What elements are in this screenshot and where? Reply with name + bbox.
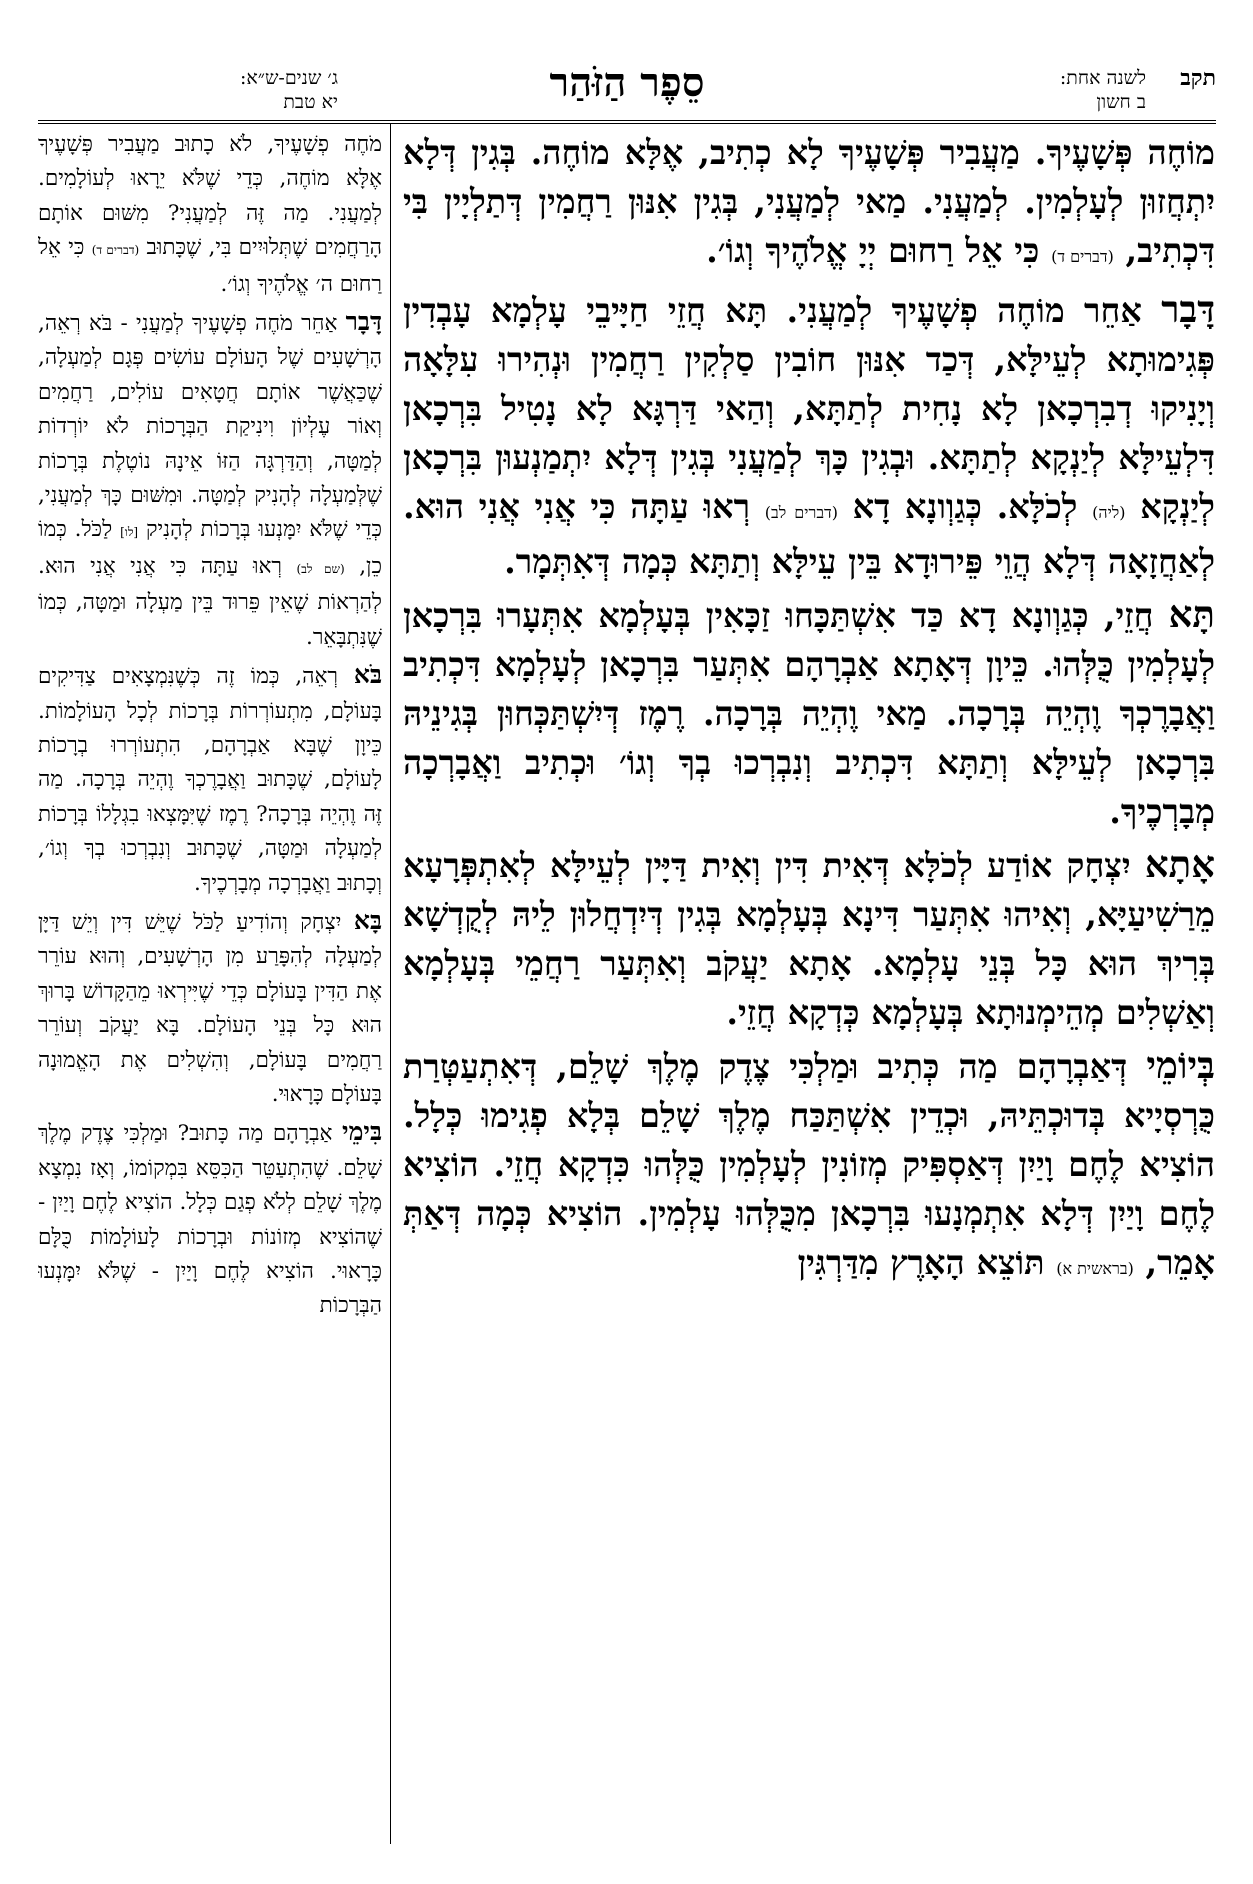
hebrew-citation: (שם לב)	[296, 561, 345, 576]
header-rule	[38, 120, 1216, 121]
aramaic-citation: (בראשית א)	[1056, 1259, 1134, 1278]
aramaic-opening-word: דָּבָר	[1161, 287, 1215, 331]
alt-schedule-label: ג׳ שנים-ש״א:	[239, 67, 338, 89]
aramaic-paragraph	[403, 840, 1215, 1037]
aramaic-paragraph	[403, 1041, 1215, 1293]
hebrew-opening-word: בִּימֵי	[342, 1117, 382, 1147]
aramaic-text: רְאוּ עַתָּה כִּי אֲנִי אֲנִי הוּא. לְאַחֲזָאָה דְּלָא הֲוֵי פֵּירוּדָא בֵּין עֵילָּא וְתַתָּא כְּמָה דְּאִתְּמָר.	[403, 487, 1215, 581]
hebrew-text: אַבְרָהָם מַה כָּתוּב? וּמַלְכִּי צֶדֶק מֶלֶךְ שָׁלֵם. שֶׁהִתְעַטֵּר הַכִּסֵּא בִּמְקוֹמוֹ, וְאָז נִמְצָא מֶלֶךְ שָׁלֵם לְלֹא פְגַם כְּלָל. הוֹצִיא לֶחֶם וָיַיִן - שֶׁהוֹצִיא מְזוֹנוֹת וּבְרָכוֹת לָעוֹלָמוֹת כֻּלָּם כָּרָאוּי. הוֹצִיא לֶחֶם וָיַיִן - שֶׁלֹּא יִמָּנְעוּ הַבְּרָכוֹת	[38, 1121, 382, 1319]
aramaic-paragraph	[403, 590, 1215, 836]
aramaic-text-column	[403, 128, 1215, 1848]
aramaic-paragraph	[403, 285, 1215, 586]
hebrew-opening-word: בָּא	[353, 905, 382, 935]
aramaic-text: תּוֹצֵא הָאָרֶץ מִדַּרְגִּין	[797, 1243, 1045, 1282]
page-header	[38, 58, 1216, 120]
hebrew-paragraph	[38, 1115, 382, 1323]
hebrew-text: כִּי אֵל רַחוּם ה׳ אֱלֹהֶיךָ וְגוֹ׳.	[38, 235, 382, 297]
hebrew-translation-column	[38, 128, 382, 1848]
hebrew-opening-word: דָּבָר	[345, 307, 382, 337]
hebrew-text: מֹחֶה פְשָׁעֶיךָ, לֹא כָתוּב מַעֲבִיר פְּשָׁעֶיךָ אֶלָּא מוֹחֶה, כְּדֵי שֶׁלֹּא יֵרָאוּ לְעוֹלָמִים. לְמַעֲנִי. מַה זֶּה לְמַעֲנִי? מִשּׁוּם אוֹתָם הָרַחֲמִים שֶׁתְּלוּיִים בִּי, שֶׁכָּתוּב	[38, 132, 382, 261]
column-divider	[390, 124, 391, 1844]
hebrew-citation: [לו]	[120, 525, 139, 540]
aramaic-citation: (דברים לב)	[764, 503, 838, 522]
aramaic-opening-word: תָּא	[1168, 592, 1215, 636]
aramaic-text: דְּאַבְרָהָם מַה כְּתִיב וּמַלְכִּי צֶדֶק מֶלֶךְ שָׁלֵם, דְּאִתְעַטְּרַת כֻּרְסְיָיא בְּדוּכְתֵּיהּ, וּכְדֵין אִשְׁתַּכַּח מֶלֶךְ שָׁלֵם בְּלָא פְגִימוּ כְּלָל. הוֹצִיא לֶחֶם וָיַיִן דְּאַסְפִּיק מְזוֹנִין לְעָלְמִין כֻּלְּהוּ כִּדְקָא חֲזֵי. הוֹצִיא לֶחֶם וָיַיִן דְּלָא אִתְמְנָעוּ בִּרְכָאן מִכֻּלְּהוּ עָלְמִין. הוֹצִיא כְּמָה דְּאַתְּ אָמֵר,	[403, 1047, 1215, 1282]
aramaic-text: אַחֵר מוֹחֶה פְשָׁעֶיךָ לְמַעֲנִי. תָּא חֲזֵי חַיָּיבֵי עָלְמָא עָבְדִין פְּגִימוּתָא לְעֵילָּא, דְּכַד אִנּוּן חוֹבִין סַלְקִין רַחֲמִין וּנְהִירוּ עִלָּאָה וְיָנִיקוּ דְבִרְכָאן לָא נָחִית לְתַתָּא, וְהַאי דַּרְגָּא לָא נָטִיל בִּרְכָאן דִּלְעֵילָּא לְיַנְקָא לְתַתָּא. וּבְגִין כָּךְ לְמַעֲנִי בְּגִין דְּלָא יִתְמַנְעוּן בִּרְכָאן לְיַנְקָא	[403, 291, 1215, 526]
hebrew-paragraph	[38, 658, 382, 901]
hebrew-paragraph	[38, 305, 382, 655]
hebrew-paragraph	[38, 128, 382, 302]
hebrew-text: אַחֵר מֹחֶה פְשָׁעֶיךָ לְמַעֲנִי - בֹּא רְאֵה, הָרְשָׁעִים שֶׁל הָעוֹלָם עוֹשִׂים פְּגָם לְמַעְלָה, שֶׁכַּאֲשֶׁר אוֹתָם חֲטָאִים עוֹלִים, רַחֲמִים וְאוֹר עֶלְיוֹן וִינִיקַת הַבְּרָכוֹת לֹא יוֹרְדוֹת לְמַטָּה, וְהַדַּרְגָּה הַזּוֹ אֵינָהּ נוֹטֶלֶת בְּרָכוֹת שֶׁלְּמַעְלָה לְהָנִיק לְמַטָּה. וּמִשּׁוּם כָּךְ לְמַעֲנִי, כְּדֵי שֶׁלֹּא יִמָּנְעוּ בְּרָכוֹת לְהָנִיק	[38, 311, 382, 543]
hebrew-date: ב חשון	[1096, 91, 1146, 113]
hebrew-text: יִצְחָק וְהוֹדִיעַ לַכֹּל שֶׁיֵּשׁ דִּין וְיֵשׁ דַּיָּן לְמַעְלָה לְהִפָּרַע מִן הָרְשָׁעִים, וְהוּא עוֹרֵר אֶת הַדִּין בָּעוֹלָם כְּדֵי שֶׁיִּירְאוּ מֵהַקָּדוֹשׁ בָּרוּךְ הוּא כָּל בְּנֵי הָעוֹלָם. בָּא יַעֲקֹב וְעוֹרֵר רַחֲמִים בָּעוֹלָם, וְהִשְׁלִים אֶת הָאֱמוּנָה בָּעוֹלָם כָּרָאוּי.	[38, 909, 382, 1107]
schedule-label: לשנה אחת:	[1059, 67, 1146, 89]
hebrew-text: רְאוּ עַתָּה כִּי אֲנִי אֲנִי הוּא. לְהַרְאוֹת שֶׁאֵין פֵּרוּד בֵּין מַעְלָה וּמַטָּה, כְּמוֹ שֶׁנִּתְבָּאֵר.	[38, 553, 382, 650]
aramaic-text: יִצְחָק אוֹדַע לְכֹלָּא דְּאִית דִּין וְאִית דַּיָּין לְעֵילָּא לְאִתְפְּרָעָא מֵרַשִׁיעַיָּא, וְאִיהוּ אִתְּעַר דִּינָא בְּעָלְמָא בְּגִין דְּיִדְחֲלוּן לֵיהּ לְקֻדְשָׁא בְּרִיךְ הוּא כָּל בְּנֵי עָלְמָא. אָתָא יַעֲקֹב וְאִתְּעַר רַחֲמֵי בְּעָלְמָא וְאַשְׁלִים מְהֵימְנוּתָא בְּעָלְמָא כְּדְקָא חֲזֵי.	[403, 846, 1215, 1032]
aramaic-text: מוֹחֶה פְּשָׁעֶיךָ. מַעֲבִיר פְּשָׁעֶיךָ לָא כְתִיב, אֶלָּא מוֹחֶה. בְּגִין דְּלָא יִתְחֲזוּן לְעָלְמִין. לְמַעֲנִי. מַאי לְמַעֲנִי, בְּגִין אִנּוּן רַחֲמִין דְּתַלְיָין בִּי דִּכְתִיב,	[403, 133, 1215, 270]
header-rule-double	[38, 123, 1216, 124]
hebrew-paragraph	[38, 904, 382, 1112]
alt-date: יא טבת	[283, 91, 338, 113]
aramaic-opening-word: אָתָא	[1144, 842, 1215, 886]
hebrew-opening-word: בֹּא	[353, 660, 382, 690]
aramaic-paragraph	[403, 128, 1215, 281]
page-number: תקב	[1180, 65, 1216, 91]
aramaic-citation: (ליה)	[1092, 503, 1126, 522]
aramaic-text: לְכֹלָּא. כְּגַוְונָא דָא	[852, 487, 1078, 526]
book-title: סֵפֶר הַזֹּהַר	[549, 59, 705, 106]
hebrew-text: לַכֹּל. כְּמוֹ כֵן,	[38, 517, 382, 579]
header-left	[38, 66, 338, 114]
aramaic-text: כִּי אֵל רַחוּם יְיָ אֱלֹהֶיךָ וְגוֹ׳.	[706, 231, 1040, 270]
hebrew-text: רְאֵה, כְּמוֹ זֶה כְּשֶׁנִּמְצָאִים צַדִּיקִים בָּעוֹלָם, מִתְעוֹרְרוֹת בְּרָכוֹת לְכָל הָעוֹלָמוֹת. כֵּיוָן שֶׁבָּא אַבְרָהָם, הִתְעוֹרְרוּ בְרָכוֹת לָעוֹלָם, שֶׁכָּתוּב וַאֲבָרֶכְךָ וֶהְיֵה בְּרָכָה. מַה זֶּה וֶהְיֵה בְּרָכָה? רֶמֶז שֶׁיִּמָּצְאוּ בִגְלָלוֹ בְּרָכוֹת לְמַעְלָה וּמַטָּה, שֶׁכָּתוּב וְנִבְרְכוּ בְךָ וְגוֹ׳, וְכָתוּב וַאֲבָרְכָה מְבָרְכֶיךָ.	[38, 664, 382, 896]
aramaic-citation: (דברים ד)	[1051, 247, 1114, 266]
hebrew-citation: (דברים ד)	[91, 243, 140, 258]
aramaic-text: חֲזֵי, כְּגַוְונָא דָא כַּד אִשְׁתַּכָּחוּ זַכָּאִין בְּעָלְמָא אִתְּעָרוּ בִּרְכָאן לְעָלְמִין כֻּלְּהוּ. כֵּיוָן דְּאָתָא אַבְרָהָם אִתְּעַר בִּרְכָאן לְעָלְמָא דִּכְתִיב וַאֲבָרֶכְךָ וֶהְיֵה בְּרָכָה. מַאי וֶהְיֵה בְּרָכָה. רֶמֶז דְּיִשְׁתַּכְּחוּן בְּגִינֵיהּ בִּרְכָאן לְעֵילָּא וְתַתָּא דִּכְתִיב וְנִבְרְכוּ בְךָ וְגוֹ׳ וּכְתִיב וַאֲבָרְכָה מְבָרְכֶיךָ.	[403, 596, 1215, 831]
aramaic-opening-word: בְּיוֹמֵי	[1146, 1043, 1215, 1087]
